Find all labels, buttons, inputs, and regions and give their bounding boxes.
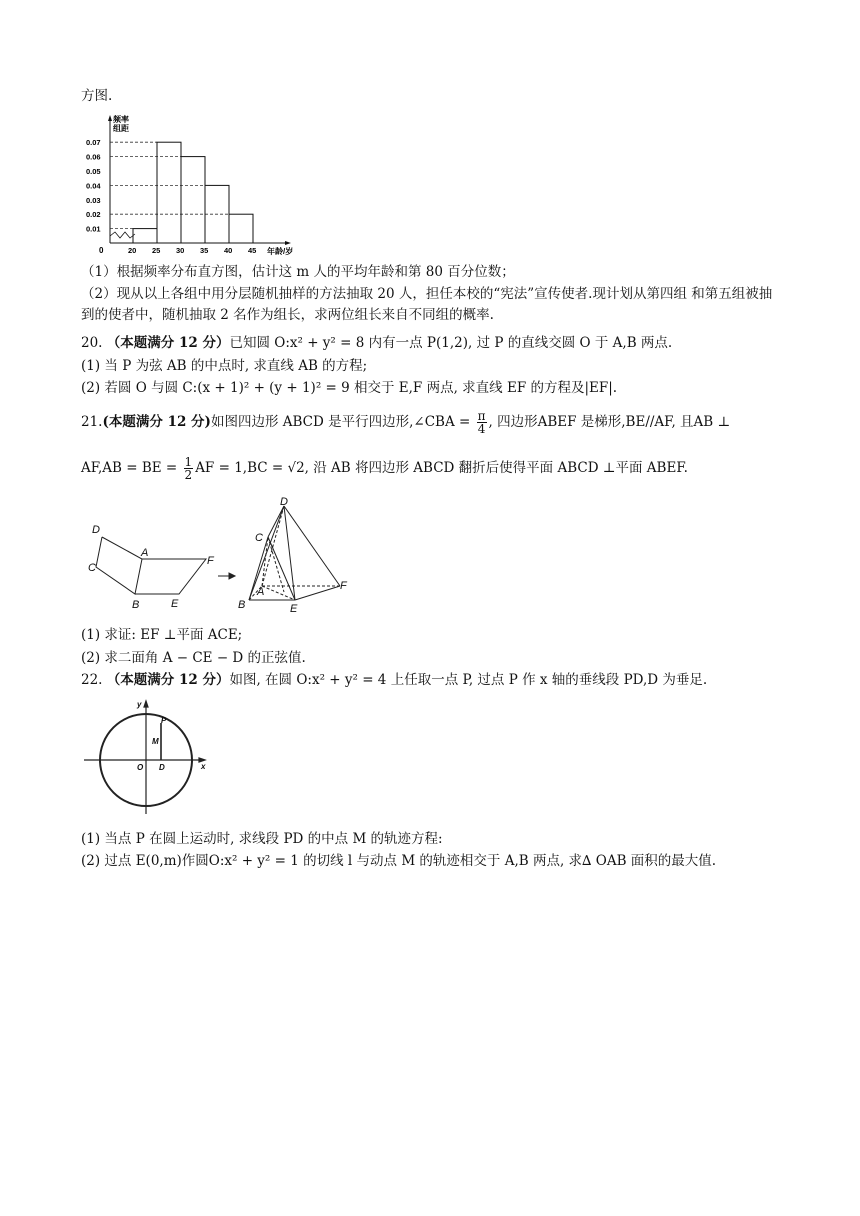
y-tick-label: 0.03 xyxy=(86,195,101,205)
q21-stem-line1 xyxy=(81,410,730,435)
x-tick-label: 35 xyxy=(200,246,209,255)
q21-score: (本题满分 12 分) xyxy=(102,414,211,430)
label-B-flat: B xyxy=(132,599,140,611)
q21-stem-a: 如图四边形 ABCD 是平行四边形,∠CBA = xyxy=(210,414,475,430)
folding-figure-svg xyxy=(82,494,372,616)
label-D-solid: D xyxy=(280,496,288,508)
circle-figure xyxy=(82,696,210,816)
page-fragment-text: 方图. xyxy=(81,88,113,104)
y-axis-arrowhead xyxy=(144,701,148,707)
y-tick-label: 0.06 xyxy=(86,152,101,162)
label-A-solid: A xyxy=(257,586,265,598)
x-axis-arrow xyxy=(285,241,291,245)
q21-part2: (2) 求二面角 A − CE − D 的正弦值. xyxy=(81,650,306,666)
x-label: 年龄/岁 xyxy=(267,247,294,256)
parallelogram-abcd xyxy=(96,537,142,594)
x-tick-label: 45 xyxy=(248,246,257,255)
y-tick-label: 0.05 xyxy=(86,167,101,176)
q20-number: 20. xyxy=(81,335,103,351)
histogram-bar xyxy=(181,157,205,243)
label-D: D xyxy=(159,763,165,772)
q21-number: 21. xyxy=(81,414,103,430)
fold-arrow-head xyxy=(229,573,235,579)
q21-part1: (1) 求证: EF ⊥平面 ACE; xyxy=(81,627,243,643)
frequency-histogram xyxy=(80,112,300,258)
q22-score: （本题满分 12 分） xyxy=(106,672,230,688)
q21-stem-d: AF = 1,BC = √2, 沿 AB 将四边形 ABCD 翻折后使得平面 ABCD ⊥平面 ABEF. xyxy=(195,460,688,476)
q21-stem-line2 xyxy=(81,456,688,481)
label-E-flat: E xyxy=(171,598,179,610)
x-tick-label: 40 xyxy=(224,246,233,255)
label-A-flat: A xyxy=(141,547,149,559)
label-P: P xyxy=(161,716,167,725)
label-F-flat: F xyxy=(207,555,214,567)
half-fraction-numerator: 1 xyxy=(184,455,193,469)
circle-figure-svg xyxy=(82,696,210,816)
label-y: y xyxy=(137,700,142,709)
q19-part1: （1）根据频率分布直方图，估计这 m 人的平均年龄和第 80 百分位数； xyxy=(81,264,515,280)
label-B-solid: B xyxy=(238,599,246,611)
y-tick-label: 0.01 xyxy=(86,224,101,234)
q20-part1: (1) 当 P 为弦 AB 的中点时, 求直线 AB 的方程; xyxy=(81,358,368,374)
q21-stem-c: AF,AB = BE = xyxy=(81,460,182,476)
x-tick-label: 25 xyxy=(152,246,161,255)
y-axis-arrow xyxy=(108,115,112,121)
label-E-solid: E xyxy=(290,603,298,615)
half-fraction xyxy=(184,456,194,481)
q20-part2: (2) 若圆 O 与圆 C:(x + 1)² + (y + 1)² = 9 相交于 E,F 两点, 求直线 EF 的方程及|EF|. xyxy=(81,380,618,396)
q20-score: （本题满分 12 分） xyxy=(106,335,230,351)
q22-part1: (1) 当点 P 在圆上运动时, 求线段 PD 的中点 M 的轨迹方程: xyxy=(81,831,443,847)
label-F-solid: F xyxy=(340,580,347,592)
y-tick-label: 0.02 xyxy=(86,210,101,220)
q19-part2: （2）现从以上各组中用分层随机抽样的方法抽取 20 人，担任本校的“宪法”宣传使者.现计划从第四组 和第五组被抽到的使者中，随机抽取 2 名作为组长，求两位组长来自不同组的概率. xyxy=(81,286,773,323)
y-tick-label: 0.07 xyxy=(86,138,101,148)
q20-stem-text: 已知圆 O:x² + y² = 8 内有一点 P(1,2), 过 P 的直线交圆 O 于 A,B 两点. xyxy=(229,335,673,351)
x-tick-label: 30 xyxy=(176,246,185,255)
trapezoid-abef xyxy=(135,559,206,594)
histogram-bar xyxy=(229,214,253,243)
angle-fraction-denominator: 4 xyxy=(477,422,486,436)
angle-fraction xyxy=(477,410,487,435)
q21-stem-b: , 四边形ABEF 是梯形,BE//AF, 且AB ⊥ xyxy=(488,414,731,430)
histogram-bar xyxy=(157,142,181,243)
q22-part2: (2) 过点 E(0,m)作圆O:x² + y² = 1 的切线 l 与动点 M 的轨迹相交于 A,B 两点, 求∆ OAB 面积的最大值. xyxy=(81,853,717,869)
angle-fraction-numerator: π xyxy=(477,409,486,423)
axis-break-zigzag xyxy=(110,232,135,238)
histogram-bar xyxy=(133,229,157,243)
label-D-flat: D xyxy=(92,524,100,536)
histogram-svg xyxy=(80,112,300,258)
label-O: O xyxy=(137,763,144,772)
label-x: x xyxy=(201,762,206,771)
label-C-solid: C xyxy=(255,532,263,544)
y-label-line2: 组距 xyxy=(113,124,129,133)
y-label-line1: 频率 xyxy=(113,115,129,124)
y-tick-label: 0.04 xyxy=(86,181,101,191)
folding-figure xyxy=(82,494,372,616)
q22-stem-text: 如图, 在圆 O:x² + y² = 4 上任取一点 P, 过点 P 作 x 轴的垂线段 PD,D 为垂足. xyxy=(229,672,708,688)
q22-number: 22. xyxy=(81,672,103,688)
half-fraction-denominator: 2 xyxy=(184,468,193,482)
q22-stem xyxy=(81,670,707,690)
x-tick-label: 20 xyxy=(128,246,137,255)
q20-stem xyxy=(81,333,672,353)
label-C-flat: C xyxy=(88,562,96,574)
origin-label: 0 xyxy=(99,246,104,255)
label-M: M xyxy=(152,737,159,746)
